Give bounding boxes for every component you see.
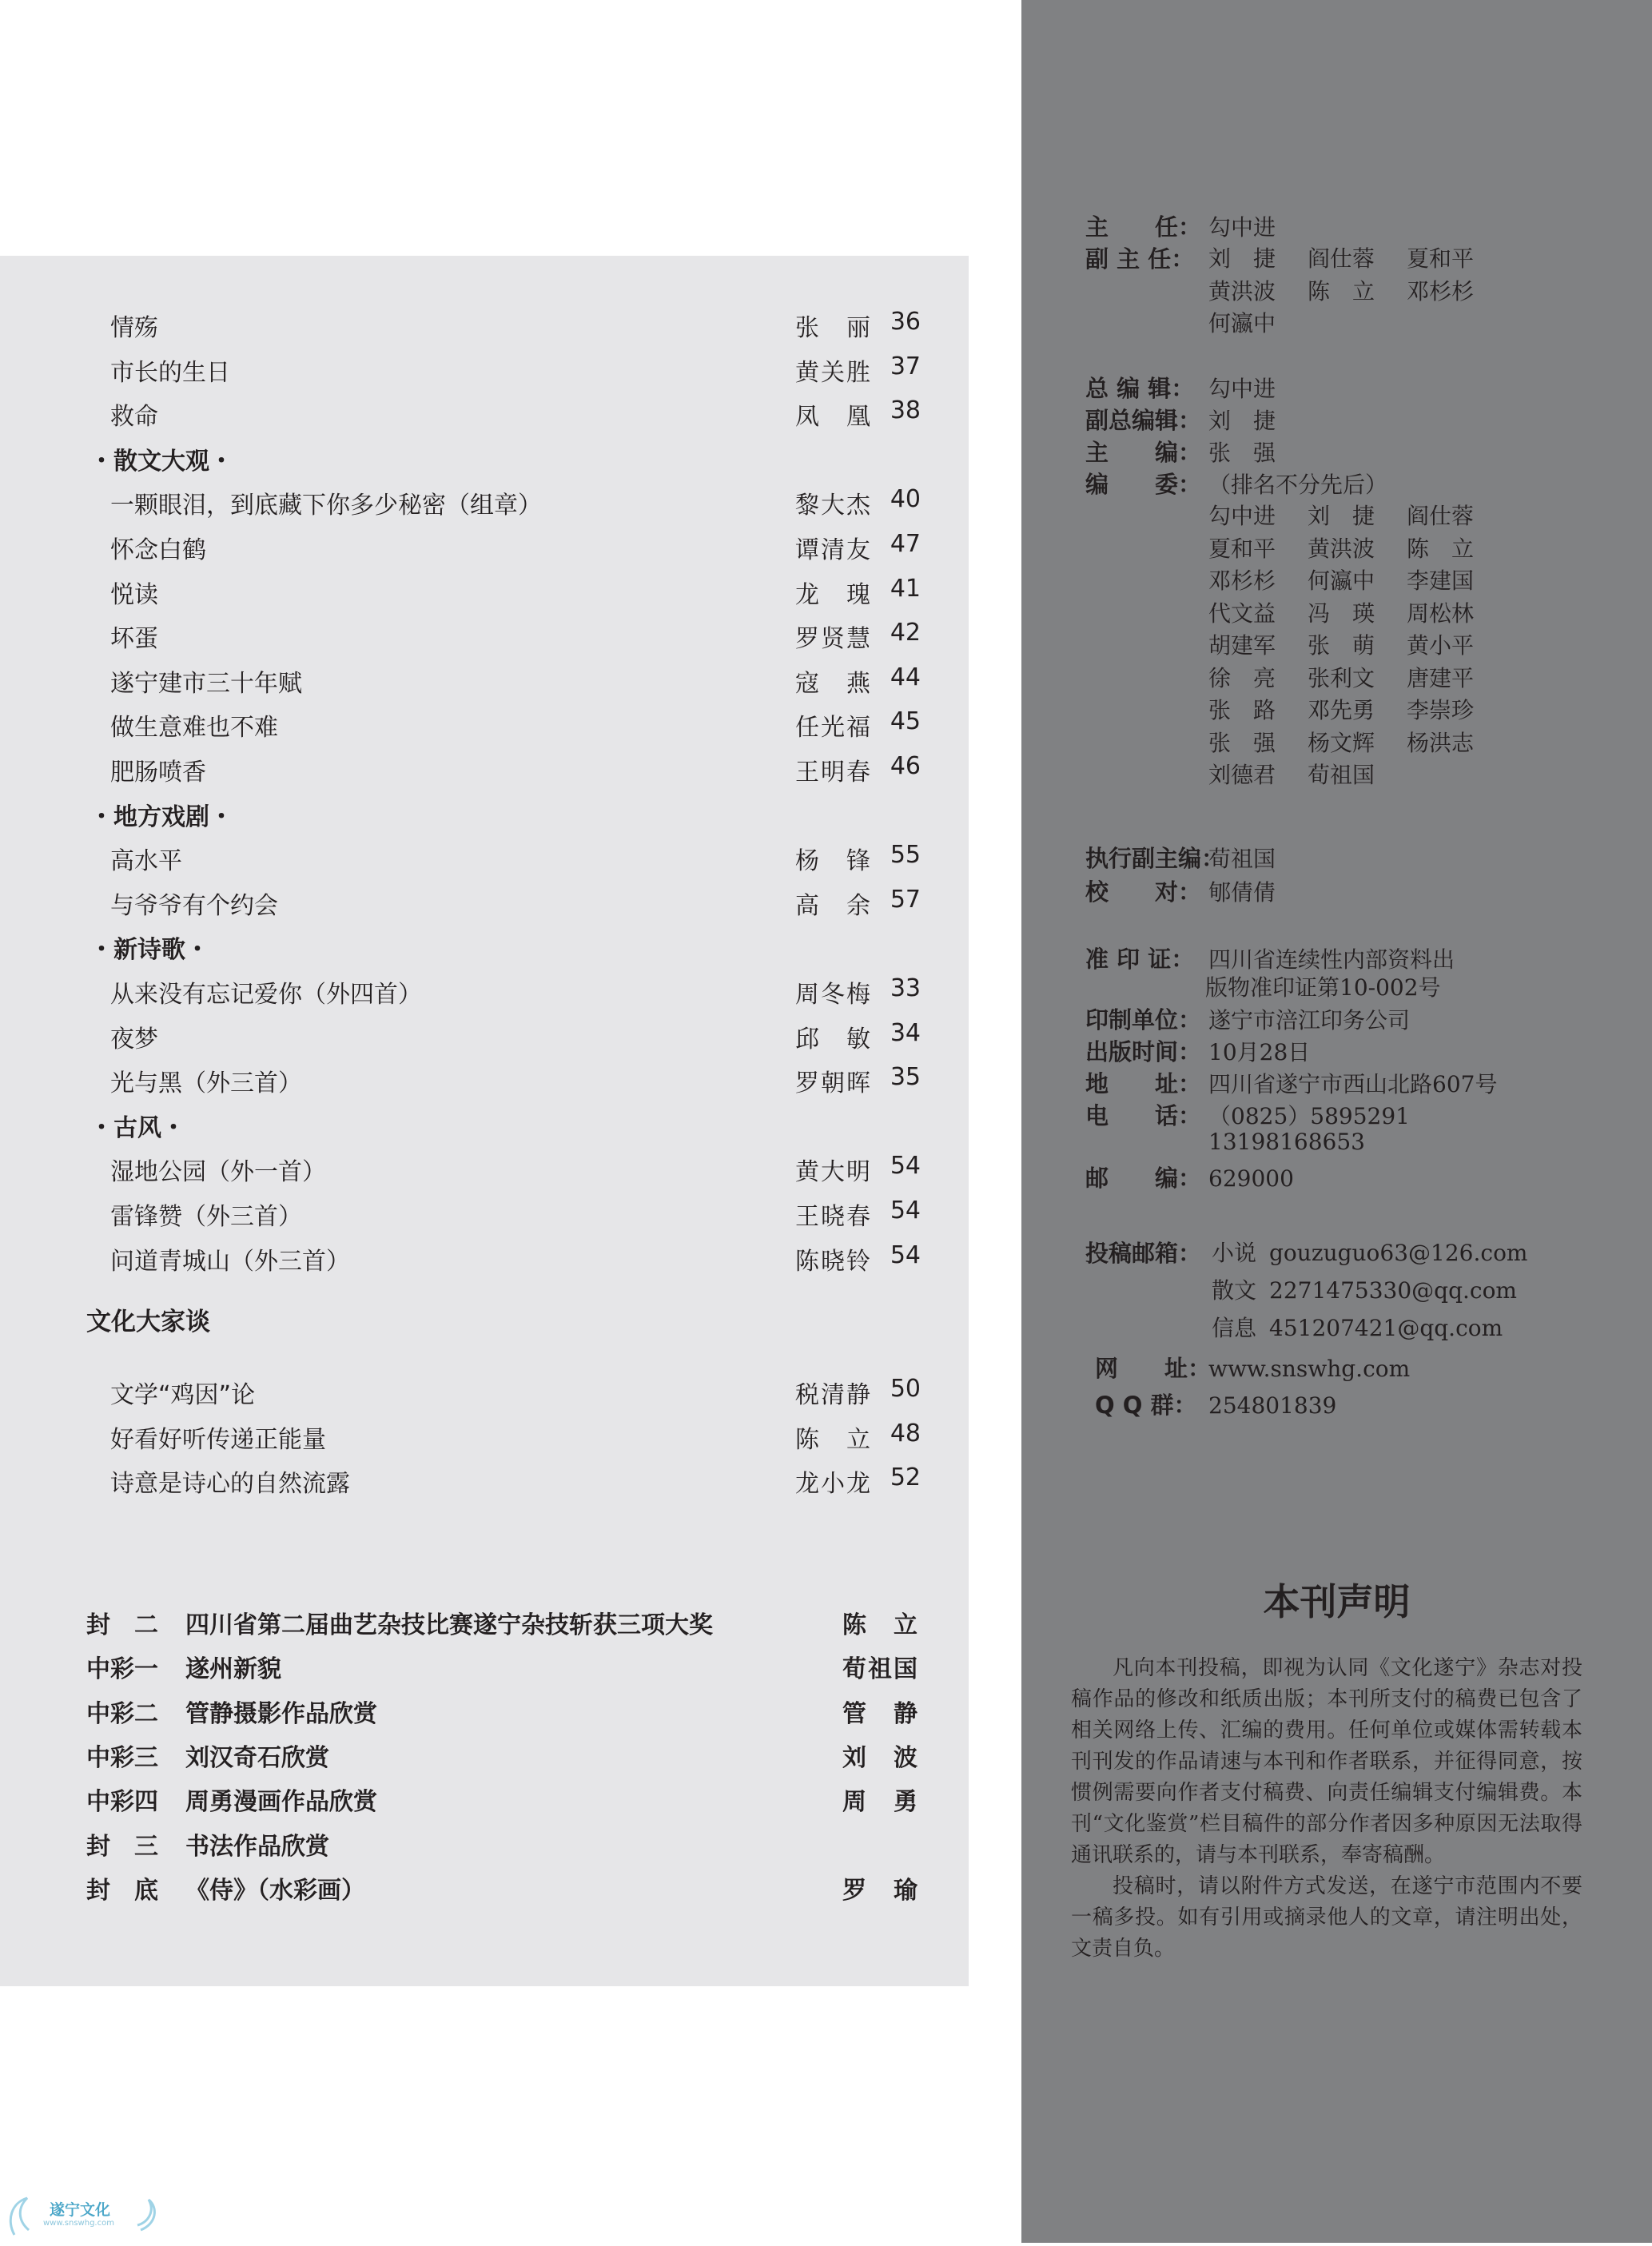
- notice-paragraph: 投稿时，请以附件方式发送，在遂宁市范围内不要一稿多投。如有引用或摘录他人的文章，请注明出处，文责自负。: [1071, 1874, 1582, 1961]
- toc-entry: [0, 348, 969, 386]
- toc-entry-page: 38: [890, 396, 921, 425]
- appendix-author: 管 静: [842, 1699, 919, 1728]
- toc-entry-page: 35: [890, 1063, 921, 1092]
- toc-entry: [0, 1459, 969, 1497]
- toc-entry-page: 54: [890, 1240, 921, 1269]
- name-row: [1208, 306, 1308, 338]
- person-name: 周松林: [1407, 599, 1475, 627]
- toc-entry: [0, 747, 969, 786]
- toc-entry-page: 33: [890, 974, 921, 1002]
- toc-entry: [0, 1058, 969, 1097]
- person-name: 刘德君: [1208, 762, 1276, 788]
- toc-entry-page: 40: [890, 485, 921, 514]
- toc-entry-title: 光与黑（外三首）: [110, 1069, 302, 1098]
- toc-entry-author: 王晓春: [795, 1203, 872, 1231]
- person-name: 杨洪志: [1407, 729, 1475, 756]
- toc-entry-author: 王明春: [795, 759, 872, 786]
- toc-entry-author: 谭清友: [795, 536, 872, 564]
- person-name: 冯 瑛: [1308, 599, 1375, 627]
- toc-entry-author: 龙 瑰: [795, 580, 872, 609]
- appendix-author: 荀祖国: [842, 1655, 919, 1684]
- email-address: 451207421@qq.com: [1269, 1315, 1503, 1341]
- appendix-title: 管静摄影作品欣赏: [185, 1699, 377, 1728]
- email-row: [1212, 1273, 1517, 1305]
- toc-entry: [0, 303, 969, 341]
- masthead-email-label: 投稿邮箱：: [1085, 1240, 1202, 1267]
- toc-entry: [0, 1370, 969, 1408]
- toc-entry-author: 凤 凰: [795, 403, 872, 432]
- appendix-entry: [0, 1734, 969, 1774]
- toc-entry: [0, 525, 969, 563]
- masthead-editor: 主 编： 张 强: [1085, 439, 1276, 466]
- name-row: [1208, 532, 1506, 563]
- appendix-title: 《侍》（水彩画）: [185, 1876, 365, 1905]
- name-row: [1208, 628, 1506, 660]
- toc-entry-author: 寇 燕: [795, 669, 872, 698]
- email-category: 散文: [1212, 1277, 1257, 1304]
- person-name: 邓杉杉: [1208, 567, 1276, 594]
- toc-entry: [0, 614, 969, 652]
- toc-entry-title: 文学“鸡因”论: [110, 1381, 256, 1410]
- toc-entry-author: 税清静: [795, 1381, 872, 1410]
- toc-entry-title: 救命: [110, 403, 158, 432]
- name-row: [1208, 693, 1506, 725]
- toc-entry-title: 问道青城山（外三首）: [110, 1247, 350, 1276]
- person-name: 黄洪波: [1308, 535, 1375, 562]
- masthead-director: 主 任： 勾中进: [1085, 213, 1276, 241]
- toc-entry: [0, 1415, 969, 1453]
- toc-entry: [0, 570, 969, 608]
- appendix-entry: [0, 1646, 969, 1686]
- person-name: 胡建军: [1208, 632, 1276, 659]
- toc-entry-title: 好看好听传递正能量: [110, 1425, 326, 1454]
- toc-entry-title: 湿地公园（外一首）: [110, 1158, 326, 1187]
- person-name: 张 路: [1208, 697, 1276, 723]
- notice-title: 本刊声明: [1263, 1580, 1411, 1623]
- person-name: 夏和平: [1407, 245, 1475, 272]
- person-name: 李崇珍: [1407, 697, 1475, 723]
- person-name: 张 强: [1208, 729, 1276, 756]
- toc-entry: [0, 1192, 969, 1230]
- toc-section-heading: ・古风・: [90, 1113, 185, 1142]
- toc-entry-page: 37: [890, 352, 921, 380]
- toc-entry-author: 陈 立: [795, 1425, 872, 1454]
- toc-entry: [0, 1147, 969, 1185]
- name-row: [1208, 726, 1506, 758]
- email-row: [1212, 1311, 1503, 1343]
- email-address: 2271475330@qq.com: [1269, 1277, 1517, 1304]
- appendix-author: 刘 波: [842, 1743, 919, 1772]
- toc-entry-author: 罗贤慧: [795, 625, 872, 654]
- toc-entry-title: 市长的生日: [110, 358, 230, 387]
- toc-section-heading: ・散文大观・: [90, 447, 233, 476]
- toc-entry-title: 一颗眼泪，到底藏下你多少秘密（组章）: [110, 492, 542, 520]
- person-name: 唐建平: [1407, 664, 1475, 691]
- masthead-proof: 校 对： 郇倩倩: [1085, 878, 1276, 906]
- toc-entry: [0, 1014, 969, 1053]
- name-row: [1208, 499, 1506, 531]
- toc-entry-page: 42: [890, 619, 921, 647]
- toc-entry-author: 黎大杰: [795, 492, 872, 520]
- person-name: 陈 立: [1308, 277, 1375, 305]
- person-name: 刘 捷: [1208, 245, 1276, 272]
- appendix-title: 书法作品欣赏: [185, 1832, 329, 1861]
- masthead-qq: Q Q 群： 254801839: [1095, 1392, 1337, 1419]
- toc-entry-author: 任光福: [795, 714, 872, 743]
- toc-entry: [0, 881, 969, 919]
- toc-entry-author: 周冬梅: [795, 981, 872, 1009]
- person-name: 黄洪波: [1208, 277, 1276, 305]
- toc-entry-page: 44: [890, 663, 921, 691]
- masthead-phone: 电 话： （0825）5895291: [1085, 1102, 1410, 1129]
- email-row: [1212, 1236, 1527, 1268]
- name-row: [1208, 563, 1506, 595]
- toc-section-heading: ・地方戏剧・: [90, 802, 233, 831]
- name-row: [1208, 758, 1407, 790]
- notice-paragraph: 凡向本刊投稿，即视为认同《文化遂宁》杂志对投稿作品的修改和纸质出版；本刊所支付的稿费已包含了相关网络上传、汇编的费用。任何单位或媒体需转载本刊刊发的作品请速与本刊和作者联系，并征得同意，按惯例需要向作者支付稿费、向责任编辑支付编辑费。本刊“文化鉴赏”栏目稿件的部分作者因多种原因无法取得通讯联系的，请与本刊联系，奉寄稿酬。: [1071, 1656, 1582, 1867]
- name-row: [1208, 274, 1506, 306]
- toc-entry-page: 52: [890, 1463, 921, 1492]
- masthead-permit-line2: 版物准印证第10-002号: [1205, 974, 1441, 1001]
- notice-body: [1071, 1653, 1582, 1965]
- masthead-postcode: 邮 编： 629000: [1085, 1165, 1294, 1192]
- toc-entry-title: 悦读: [110, 580, 158, 609]
- person-name: 李建国: [1407, 567, 1475, 594]
- person-name: 荀祖国: [1308, 762, 1375, 788]
- toc-entry-author: 高 余: [795, 891, 872, 920]
- appendix-entry: [0, 1867, 969, 1907]
- toc-entry: [0, 392, 969, 430]
- appendix-title: 遂州新貌: [185, 1655, 281, 1684]
- appendix-label: 中彩三: [86, 1743, 158, 1772]
- person-name: 张利文: [1308, 664, 1375, 691]
- person-name: 张 萌: [1308, 632, 1375, 659]
- masthead-deputy-chief: 副总编辑： 刘 捷: [1085, 407, 1276, 434]
- toc-entry: [0, 659, 969, 697]
- logo-url: www.snswhg.com: [43, 2219, 114, 2228]
- toc-entry-title: 怀念白鹤: [110, 536, 206, 564]
- site-logo: [0, 2174, 160, 2243]
- toc-heading-culture: 文化大家谈: [86, 1308, 210, 1337]
- toc-entry: [0, 970, 969, 1008]
- logo-text: 遂宁文化: [50, 2201, 111, 2219]
- toc-entry-page: 50: [890, 1375, 921, 1404]
- appendix-label: 中彩一: [86, 1655, 158, 1684]
- appendix-label: 封 底: [86, 1876, 158, 1905]
- person-name: 邓先勇: [1308, 697, 1375, 723]
- masthead-deputy-label: 副 主 任：: [1085, 245, 1195, 273]
- masthead-phone2: 13198168653: [1208, 1129, 1365, 1155]
- toc-entry-author: 黄大明: [795, 1158, 872, 1187]
- masthead-exec-deputy: 执行副主编：荀祖国: [1085, 845, 1276, 872]
- toc-entry-author: 邱 敏: [795, 1025, 872, 1053]
- appendix-label: 封 二: [86, 1611, 158, 1639]
- toc-entry-page: 57: [890, 885, 921, 914]
- email-category: 小说: [1212, 1240, 1257, 1266]
- toc-entry-author: 龙小龙: [795, 1470, 872, 1499]
- masthead-board: 编 委： （排名不分先后）: [1085, 471, 1388, 498]
- appendix-label: 中彩二: [86, 1699, 158, 1728]
- toc-entry-author: 张 丽: [795, 314, 872, 342]
- toc-entry-page: 36: [890, 308, 921, 336]
- email-address: gouzuguo63@126.com: [1269, 1240, 1528, 1266]
- toc-entry: [0, 1236, 969, 1275]
- appendix-title: 刘汉奇石欣赏: [185, 1743, 329, 1772]
- appendix-entry: [0, 1602, 969, 1642]
- toc-entry-title: 做生意难也不难: [110, 714, 278, 743]
- masthead-website: 网 址：www.snswhg.com: [1095, 1355, 1411, 1382]
- appendix-entry: [0, 1823, 969, 1863]
- appendix-author: 陈 立: [842, 1611, 919, 1639]
- toc-entry-page: 54: [890, 1197, 921, 1225]
- person-name: 邓杉杉: [1407, 277, 1475, 305]
- toc-entry-title: 高水平: [110, 847, 182, 876]
- toc-entry-page: 46: [890, 752, 921, 780]
- toc-entry-title: 诗意是诗心的自然流露: [110, 1470, 350, 1499]
- appendix-author: 周 勇: [842, 1788, 919, 1817]
- toc-entry-author: 陈晓铃: [795, 1247, 872, 1276]
- toc-entry-author: 杨 锋: [795, 847, 872, 876]
- person-name: 阎仕蓉: [1308, 245, 1375, 272]
- masthead-pubdate: 出版时间： 10月28日: [1085, 1038, 1311, 1065]
- person-name: 何瀛中: [1208, 310, 1276, 337]
- person-name: 勾中进: [1208, 503, 1276, 529]
- toc-entry-page: 45: [890, 707, 921, 736]
- toc-entry-page: 55: [890, 841, 921, 870]
- toc-entry-page: 41: [890, 574, 921, 603]
- toc-entry-page: 48: [890, 1419, 921, 1448]
- person-name: 刘 捷: [1308, 503, 1375, 529]
- toc-entry: [0, 480, 969, 519]
- appendix-entry: [0, 1690, 969, 1730]
- person-name: 阎仕蓉: [1407, 503, 1475, 529]
- toc-entry-title: 肥肠喷香: [110, 759, 206, 786]
- toc-entry-page: 54: [890, 1152, 921, 1181]
- person-name: 陈 立: [1407, 535, 1475, 562]
- appendix-author: 罗 瑜: [842, 1876, 919, 1905]
- email-category: 信息: [1212, 1315, 1257, 1341]
- toc-entry-title: 情殇: [110, 314, 158, 342]
- toc-entry-title: 雷锋赞（外三首）: [110, 1203, 302, 1231]
- person-name: 代文益: [1208, 599, 1276, 627]
- toc-entry-title: 与爷爷有个约会: [110, 891, 278, 920]
- name-row: [1208, 661, 1506, 693]
- person-name: 黄小平: [1407, 632, 1475, 659]
- masthead-permit: 准 印 证： 四川省连续性内部资料出: [1085, 946, 1455, 973]
- appendix-label: 中彩四: [86, 1788, 158, 1817]
- masthead-printer: 印制单位： 遂宁市涪江印务公司: [1085, 1006, 1411, 1033]
- name-row: [1208, 596, 1506, 628]
- appendix-title: 四川省第二届曲艺杂技比赛遂宁杂技斩获三项大奖: [185, 1611, 713, 1639]
- toc-entry-title: 从来没有忘记爱你（外四首）: [110, 981, 422, 1009]
- appendix-label: 封 三: [86, 1832, 158, 1861]
- person-name: 杨文辉: [1308, 729, 1375, 756]
- person-name: 徐 亮: [1208, 664, 1276, 691]
- toc-entry: [0, 703, 969, 741]
- appendix-title: 周勇漫画作品欣赏: [185, 1788, 377, 1817]
- person-name: 夏和平: [1208, 535, 1276, 562]
- masthead-address: 地 址： 四川省遂宁市西山北路607号: [1085, 1070, 1498, 1097]
- masthead-chief-editor: 总 编 辑： 勾中进: [1085, 375, 1276, 402]
- toc-entry: [0, 836, 969, 874]
- toc-entry-page: 34: [890, 1018, 921, 1047]
- toc-entry-author: 罗朝晖: [795, 1069, 872, 1098]
- toc-entry-title: 遂宁建市三十年赋: [110, 669, 302, 698]
- toc-entry-title: 坏蛋: [110, 625, 158, 654]
- toc-entry-title: 夜梦: [110, 1025, 158, 1053]
- toc-section-heading: ・新诗歌・: [90, 936, 209, 965]
- toc-entry-author: 黄关胜: [795, 358, 872, 387]
- name-row: [1208, 241, 1506, 273]
- appendix-entry: [0, 1778, 969, 1818]
- person-name: 何瀛中: [1308, 567, 1375, 594]
- toc-entry-page: 47: [890, 530, 921, 558]
